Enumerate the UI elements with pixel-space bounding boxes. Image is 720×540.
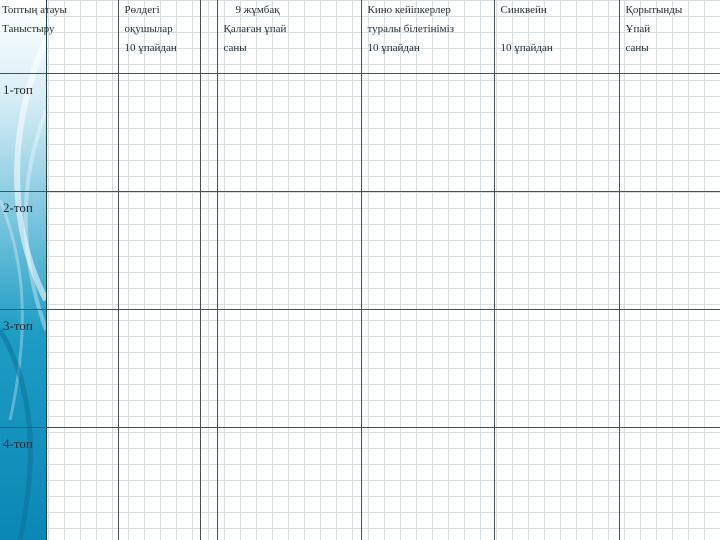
score-cell-movie[interactable] — [361, 191, 494, 309]
header-line: Қалаған ұпай — [223, 23, 287, 35]
header-line: оқушылар — [124, 23, 173, 35]
score-cell-riddles[interactable] — [217, 309, 361, 427]
score-cell-movie[interactable] — [361, 309, 494, 427]
score-cell-total[interactable] — [619, 427, 720, 540]
header-row — [0, 0, 720, 73]
header-riddles — [217, 0, 361, 73]
header-roles — [118, 0, 200, 73]
header-cinquain — [494, 0, 619, 73]
score-cell-riddles[interactable] — [217, 73, 361, 191]
spacer-cell — [200, 73, 217, 191]
header-movie-characters — [361, 0, 494, 73]
header-line: 10 ұпайдан — [367, 42, 420, 54]
score-cell-roles[interactable] — [118, 191, 200, 309]
score-cell-riddles[interactable] — [217, 427, 361, 540]
group-cell — [0, 309, 118, 427]
score-cell-cinquain[interactable] — [494, 73, 619, 191]
score-cell-total[interactable] — [619, 309, 720, 427]
table-row — [0, 191, 720, 309]
header-line: саны — [223, 42, 247, 54]
score-cell-movie[interactable] — [361, 73, 494, 191]
score-cell-movie[interactable] — [361, 427, 494, 540]
spacer-cell — [200, 427, 217, 540]
header-group-name — [0, 0, 118, 73]
header-line: туралы білетініміз — [367, 23, 454, 35]
group-label: 3-топ — [3, 317, 33, 333]
score-cell-cinquain[interactable] — [494, 191, 619, 309]
table-row — [0, 309, 720, 427]
score-cell-roles[interactable] — [118, 73, 200, 191]
score-cell-roles[interactable] — [118, 309, 200, 427]
header-total — [619, 0, 720, 73]
score-cell-roles[interactable] — [118, 427, 200, 540]
header-line: Рөлдегі — [124, 4, 160, 16]
score-cell-total[interactable] — [619, 191, 720, 309]
header-line: 9 жұмбақ — [235, 4, 280, 16]
group-cell — [0, 427, 118, 540]
group-cell — [0, 191, 118, 309]
group-label: 4-топ — [3, 435, 33, 451]
header-line: Таныстыру — [2, 23, 55, 35]
group-label: 1-топ — [3, 81, 33, 97]
header-line: 10 ұпайдан — [500, 42, 553, 54]
header-spacer — [200, 0, 217, 73]
header-line: 10 ұпайдан — [124, 42, 177, 54]
header-line: Ұпай — [625, 23, 651, 35]
header-line: Топтың атауы — [2, 4, 67, 16]
spacer-cell — [200, 309, 217, 427]
group-label: 2-топ — [3, 199, 33, 215]
score-cell-cinquain[interactable] — [494, 427, 619, 540]
score-cell-cinquain[interactable] — [494, 309, 619, 427]
score-cell-total[interactable] — [619, 73, 720, 191]
header-line: Кино кейіпкерлер — [367, 4, 451, 16]
spacer-cell — [200, 191, 217, 309]
table-row — [0, 427, 720, 540]
score-cell-riddles[interactable] — [217, 191, 361, 309]
group-cell — [0, 73, 118, 191]
header-line: Қорытынды — [625, 4, 683, 16]
header-line: саны — [625, 42, 649, 54]
header-line — [501, 20, 619, 39]
header-line: Синквейн — [500, 4, 547, 16]
table-row — [0, 73, 720, 191]
